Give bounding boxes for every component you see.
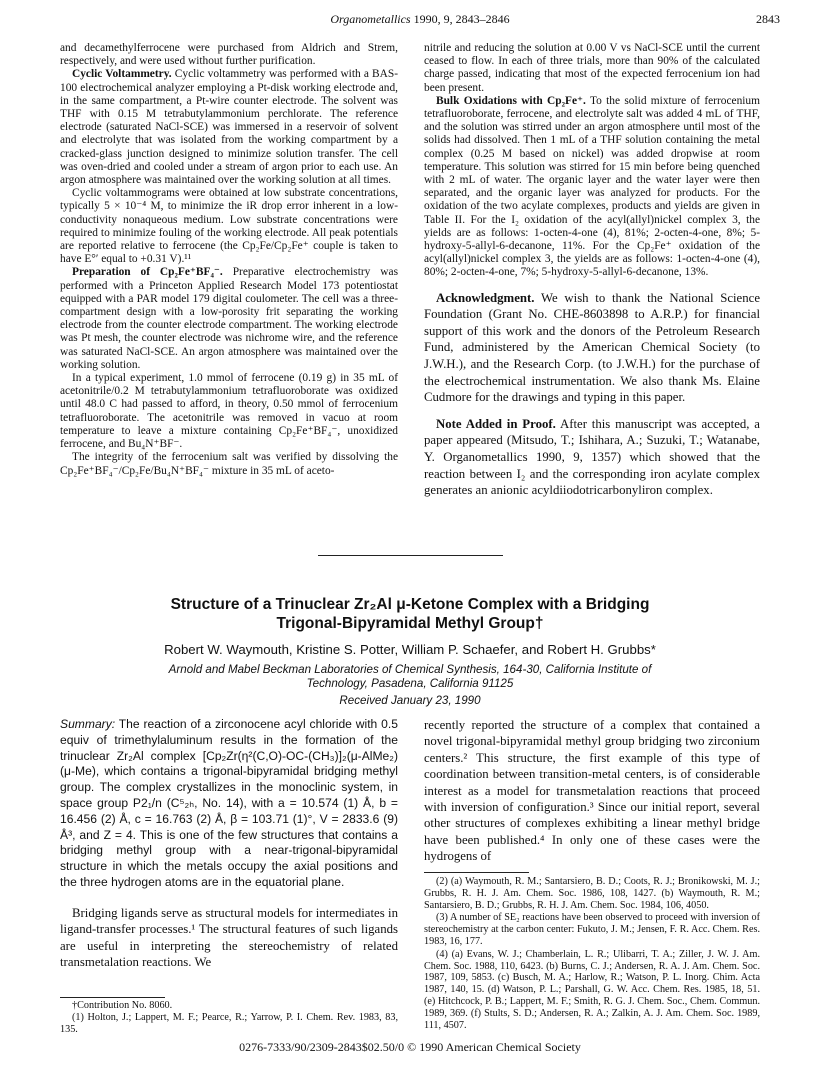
paragraph: Bridging ligands serve as structural models for intermediates in ligand-transfer processes.¹ The structural features of such ligands are useful in interpreting the stereochemistry of related transmetalation reactions. We (60, 906, 398, 970)
footnote: †Contribution No. 8060. (72, 1000, 173, 1011)
page-number: 2843 (756, 12, 780, 26)
footnote-rule (60, 997, 165, 998)
article-divider (318, 555, 503, 556)
section-heading: Cyclic Voltammetry. (72, 68, 172, 81)
section-heading: Preparation of Cp₂Fe⁺BF₄⁻. (72, 266, 223, 279)
footnotes-right (424, 876, 760, 1032)
paragraph: The integrity of the ferrocenium salt was verified by dissolving the Cp₂Fe⁺BF₄⁻/Cp₂Fe/Bu₄N⁺BF₄⁻ mixture in 35 mL of aceto- (60, 451, 398, 477)
running-head (60, 12, 780, 28)
footnote: (4) (a) Evans, W. J.; Chamberlain, L. R.; Ulibarri, T. A.; Ziller, J. W. J. Am. Chem. Soc. 1988, 110, 6423. (b) Burns, C. J.; Andersen, R. A. J. Am. Chem. Soc. 1987, 109, 5853. (c) Busch, M. A.; Harlow, R.; Watson, P. L. Inorg. Chim. Acta 1987, 140, 15. (d) Watson, P. L.; Parshall, G. W. Acc. Chem. Res. 1985, 18, 51. (e) Hitchcock, P. B.; Lappert, M. F.; Smith, R. G. J. Chem. Soc., Chem. Commun. 1989, 369. (f) Stults, S. D.; Andersen, R. A.; Zalkin, A. J. Am. Chem. Soc. 1989, 111, 4507. (424, 948, 760, 1031)
footnote: (1) Holton, J.; Lappert, M. F.; Pearce, R.; Yarrow, P. I. Chem. Rev. 1983, 83, 135. (60, 1011, 398, 1035)
journal-issue: 1990, 9, 2843–2846 (413, 12, 510, 26)
paragraph: and decamethylferrocene were purchased from Aldrich and Strem, respectively, and were used without further purification. (60, 42, 398, 68)
paragraph: Cyclic Voltammetry. Cyclic voltammetry was performed with a BAS-100 electrochemical analyzer employing a Pt-disk working electrode and, in the same compartment, a Pt-wire counter electrode. The solvent was THF with 0.15 M tetrabutylammonium perchlorate. The reference electrode (saturated NaCl-SCE) was immersed in a reservoir of solvent and electrolyte that was isolated from the working compartment by a cracked-glass junction designed to minimize solution transfer. The cell was oven-dried and cooled under a stream of argon prior to each use. An argon atmosphere was maintained over the working solution at all times. (60, 68, 398, 187)
paragraph: nitrile and reducing the solution at 0.00 V vs NaCl-SCE until the current ceased to flow. In each of three trials, more than 90% of the calculated charge passed, indicating that most of the expected ferrocenium ion had been present. (424, 42, 760, 94)
left-column-experimental (60, 42, 398, 478)
section-heading: Acknowledgment. (436, 290, 535, 305)
paragraph: Cyclic voltammograms were obtained at low substrate concentrations, typically 5 × 10⁻⁴ M, to minimize the iR drop error inherent in a low-conductivity nonaqueous medium. Low substrate concentrations were required to minimize fouling of the working electrode. All peak potentials are reported relative to ferrocene (the Cp₂Fe/Cp₂Fe⁺ couple is taken to have E°′ equal to +0.31 V).¹¹ (60, 187, 398, 266)
footnote: (3) A number of SE₂ reactions have been observed to proceed with inversion of stereochemistry at the carbon center: Fukuto, J. M.; Jensen, F. R. Acc. Chem. Res. 1983, 16, 177. (424, 912, 760, 947)
paragraph: Bulk Oxidations with Cp₂Fe⁺. To the solid mixture of ferrocenium tetrafluoroborate, ferrocene, and electrolyte salt was added 4 mL of THF, and the solution was stirred under an argon atmosphere until most of the solids had dissolved. Then 1 mL of a THF solution containing the metal complex (0.25 M based on nickel) was added dropwise at room temperature. This solution was stirred for 15 min before being quenched with 2 mL of water. The organic layer and the water layer were then separated, and the organic layer was analyzed for products. For the oxidation of the two acylate complexes, products and yields are given in Table II. For the I₂ oxidation of the acyl(allyl)nickel complex 3, the yields are as follows: 1-octen-4-one (4), 81%; 2-octen-4-one, 8%; 5-hydroxy-5-allyl-6-decanone, 11%. For the Cp₂Fe⁺ oxidation of the acyl(allyl)nickel complex 3, the yields are as follows: 1-octen-4-one (4), 80%; 2-octen-4-one, 7%; 5-hydroxy-5-allyl-6-decanone, 13%. (424, 94, 760, 279)
journal-name: Organometallics (330, 12, 411, 26)
summary-label: Summary: (60, 717, 116, 731)
copyright-line: 0276-7333/90/2309-2843$02.50/0 © 1990 American Chemical Society (239, 1040, 581, 1054)
right-column-experimental (424, 42, 760, 499)
received-date: Received January 23, 1990 (339, 694, 481, 707)
acknowledgment: Acknowledgment. We wish to thank the National Science Foundation (Grant No. CHE-8603898 to A.R.P.) for financial support of this work and the donors of the Petroleum Research Fund, administered by the American Chemical Society (to J.W.H.), and the Research Corp. (to J.W.H.) for the purchase of the electrochemical instrumentation. We also thank Ms. Elaine Cudmore for the drawings and typing in this paper. (424, 290, 760, 405)
paragraph: In a typical experiment, 1.0 mmol of ferrocene (0.19 g) in 35 mL of acetonitrile/0.2 M tetrabutylammonium tetrafluoroborate was oxidized until 48.0 C had passed to afford, in theory, 0.50 mmol of ferrocenium tetrafluoroborate. The acetonitrile was removed in vacuo at room temperature to leave a mixture containing Cp₂Fe⁺BF₄⁻, unoxidized ferrocene, and Bu₄N⁺BF⁻. (60, 372, 398, 451)
footnotes-left (60, 1000, 398, 1035)
footnote: (2) (a) Waymouth, R. M.; Santarsiero, B. D.; Coots, R. J.; Bronikowski, M. J.; Grubbs, R. H. J. Am. Chem. Soc. 1986, 108, 1427. (b) Waymouth, R. M.; Santarsiero, B. D.; Grubbs, R. H. J. Am. Chem. Soc. 1984, 106, 4050. (424, 876, 760, 911)
footnote-rule (424, 872, 529, 873)
article-title: Structure of a Trinuclear Zr₂Al μ-Ketone Complex with a Bridging Trigonal-Bipyramidal Methyl Group† (170, 596, 650, 632)
paragraph: Preparation of Cp₂Fe⁺BF₄⁻. Preparative electrochemistry was performed with a Princeton Applied Research Model 173 potentiostat equipped with a PAR model 179 digital coulometer. The cell was a three-compartment design with a low-porosity frit separating the working electrode from the counter electrode compartment. The working electrode was Pt mesh, the counter electrode was nichrome wire, and the reference was saturated NaCl-SCE. An argon atmosphere was maintained over the working solution. (60, 266, 398, 371)
affiliation: Arnold and Mabel Beckman Laboratories of Chemical Synthesis, 164-30, California Institute of Technology, Pasadena, California 91125 (168, 663, 652, 690)
section-heading: Note Added in Proof. (436, 416, 556, 431)
article-summary: Summary: The reaction of a zirconocene acyl chloride with 0.5 equiv of trimethylaluminum results in the formation of the trinuclear Zr₂Al complex [Cp₂Zr(η²(C,O)-OC-(CH₃)]₂(μ-AlMe₂)(μ-Me), which contains a trigonal-bipyramidal bridging methyl group. The complex crystallizes in the monoclinic system, in space group P2₁/n (C⁵₂ₕ, No. 14), with a = 10.574 (1) Å, b = 16.456 (2) Å, c = 16.763 (2) Å, β = 103.71 (1)°, V = 2833.6 (9) Å³, and Z = 4. This is one of the few structures that contains a bridging methyl group with a near-trigonal-bipyramidal structure in which the metals occupy the axial positions and the three hydrogen atoms are in the equatorial plane. (60, 717, 398, 889)
paragraph: recently reported the structure of a complex that contained a novel trigonal-bipyramidal methyl group bridging two zirconium centers.² This structure, the first example of this type of coordination between transition-metal centers, is of considerable interest as a model for transmetalation reactions that proceed with inversion of configuration.³ Since our initial report, several other structures of complexes exhibiting a linear methyl bridge have been published.⁴ In only one of these cases were the hydrogens of (424, 718, 760, 864)
note-added-in-proof: Note Added in Proof. After this manuscript was accepted, a paper appeared (Mitsudo, T.; Ishihara, A.; Suzuki, T.; Watanabe, Y. Organometallics 1990, 9, 1357) which showed that the reaction between I₂ and the corresponding iron acylate complex generates an anionic acyldiiodotricarbonyliron complex. (424, 416, 760, 498)
author-list: Robert W. Waymouth, Kristine S. Potter, William P. Schaefer, and Robert H. Grubbs* (164, 642, 656, 657)
section-heading: Bulk Oxidations with Cp₂Fe⁺. (436, 94, 586, 107)
